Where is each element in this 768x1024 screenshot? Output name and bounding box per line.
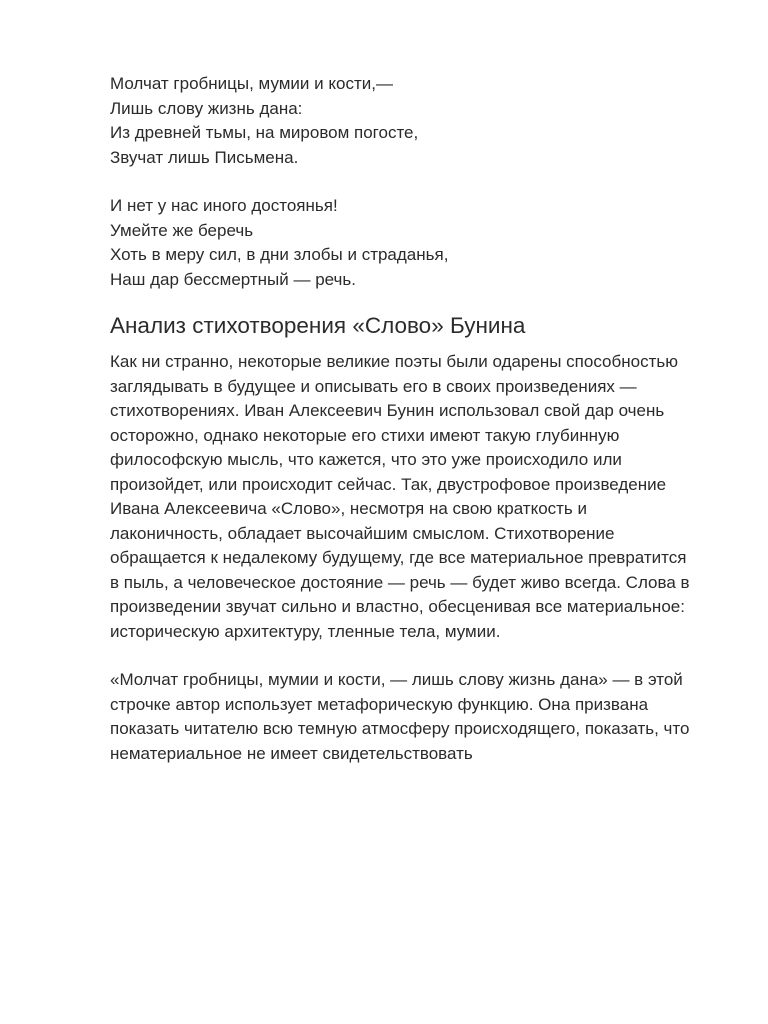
poem-stanza-2	[110, 194, 710, 292]
paragraph-line: обращается к недалекому будущему, где все материальное превратится	[110, 548, 687, 567]
paragraph-line: «Молчат гробницы, мумии и кости, — лишь слову жизнь дана» — в этой	[110, 670, 683, 689]
poem-line: Хоть в меру сил, в дни злобы и страданья,	[110, 245, 449, 264]
poem-line: Умейте же беречь	[110, 220, 254, 240]
paragraph-line: философскую мысль, что кажется, что это уже происходило или	[110, 450, 622, 469]
paragraph-line: произведении звучат сильно и властно, обесценивая все материальное:	[110, 597, 685, 616]
poem-line: Молчат гробницы, мумии и кости,—	[110, 74, 393, 93]
poem-stanza-1	[110, 72, 710, 170]
paragraph-line: стихотворениях. Иван Алексеевич Бунин использовал свой дар очень	[110, 401, 665, 420]
paragraph-line: осторожно, однако некоторые его стихи имеют такую глубинную	[110, 425, 620, 445]
analysis-paragraph-1	[110, 350, 710, 644]
paragraph-line: произойдет, или происходит сейчас. Так, двустрофовое произведение	[110, 474, 667, 494]
document-page	[110, 72, 710, 766]
poem-line: Из древней тьмы, на мировом погосте,	[110, 123, 419, 142]
analysis-paragraph-2	[110, 668, 710, 766]
paragraph-line: показать читателю всю темную атмосферу происходящего, показать, что	[110, 719, 690, 738]
poem-line: Наш дар бессмертный — речь.	[110, 269, 356, 289]
poem-line: И нет у нас иного достоянья!	[110, 196, 338, 215]
paragraph-line: нематериальное не имеет свидетельствовать	[110, 743, 473, 763]
analysis-body	[110, 350, 710, 766]
paragraph-line: Ивана Алексеевича «Слово», несмотря на свою краткость и	[110, 499, 588, 518]
poem-line: Лишь слову жизнь дана:	[110, 98, 303, 118]
paragraph-line: Как ни странно, некоторые великие поэты были одарены способностью	[110, 352, 678, 371]
paragraph-line: в пыль, а человеческое достояние — речь — будет живо всегда. Слова в	[110, 572, 690, 592]
analysis-heading: Анализ стихотворения «Слово» Бунина	[110, 313, 526, 338]
poem	[110, 72, 710, 292]
poem-line: Звучат лишь Письмена.	[110, 147, 299, 167]
paragraph-line: строчке автор использует метафорическую функцию. Она призвана	[110, 694, 649, 714]
paragraph-line: историческую архитектуру, тленные тела, мумии.	[110, 621, 501, 641]
paragraph-line: заглядывать в будущее и описывать его в своих произведениях —	[110, 376, 637, 396]
paragraph-line: лаконичность, обладает высочайшим смыслом. Стихотворение	[110, 523, 615, 543]
